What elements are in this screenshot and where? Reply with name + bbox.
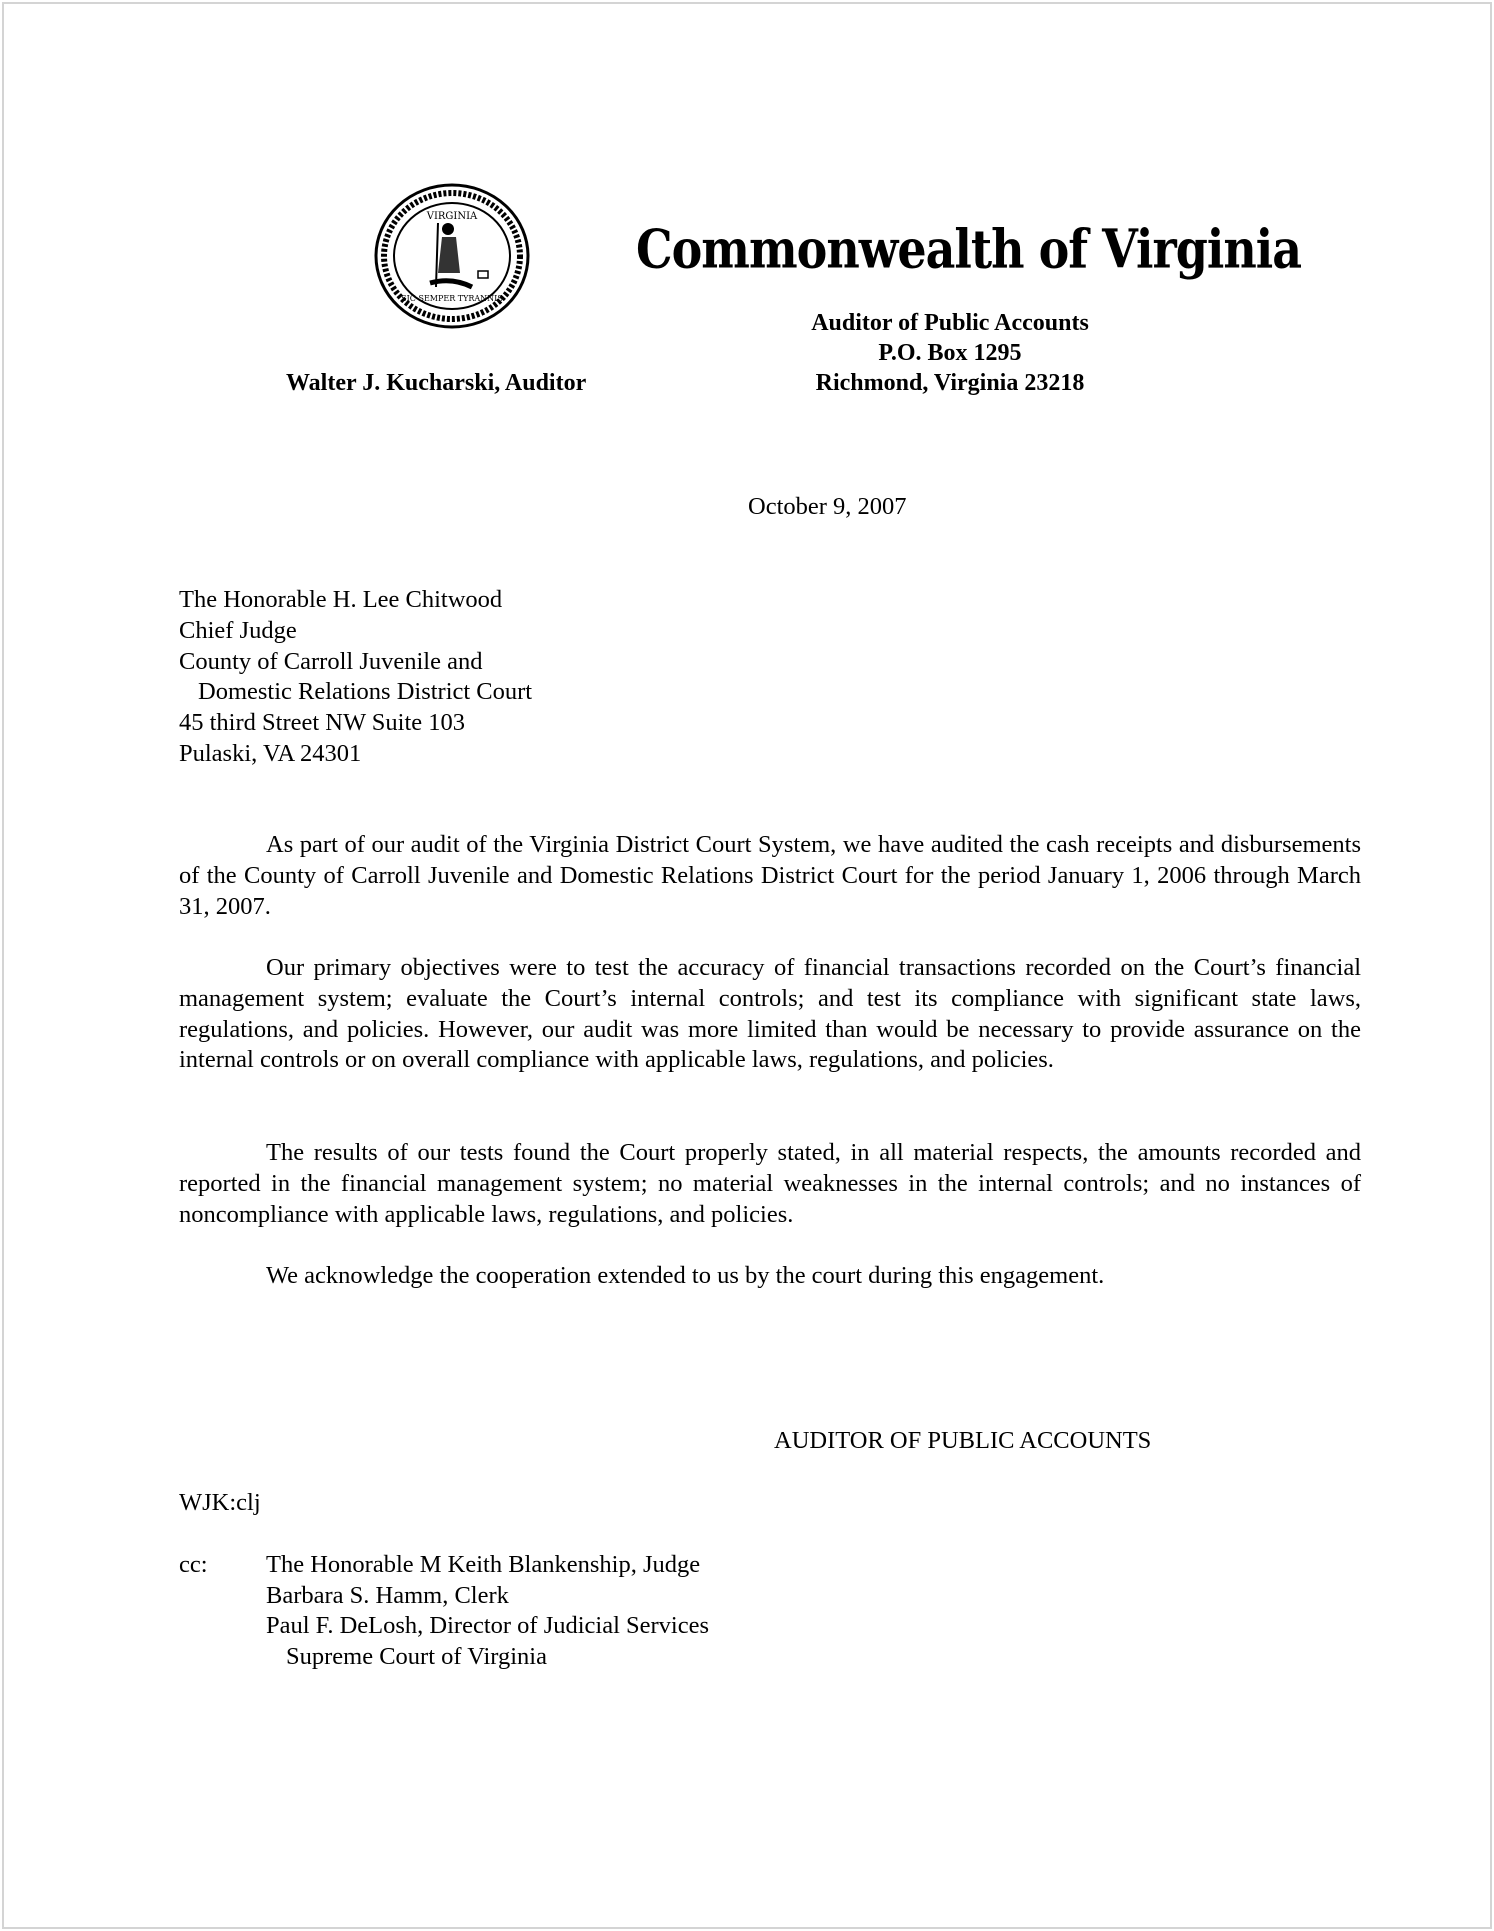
address-line: Pulaski, VA 24301 — [179, 740, 362, 767]
signature-block: AUDITOR OF PUBLIC ACCOUNTS — [774, 1427, 1152, 1454]
address-line: Domestic Relations District Court — [198, 678, 533, 705]
body-paragraph: The results of our tests found the Court properly stated, in all material respects, the amounts recorded and reported in the financial management system; no material weaknesses in the internal controls; and no instances of noncompliance with applicable laws, regulations, and policies. — [179, 1139, 1361, 1228]
virginia-seal-logo — [374, 183, 530, 329]
address-line: Chief Judge — [179, 617, 297, 644]
cc-recipient: Paul F. DeLosh, Director of Judicial Services — [266, 1612, 710, 1639]
cc-label: cc: — [179, 1551, 208, 1578]
address-line: 45 third Street NW Suite 103 — [179, 709, 466, 736]
po-box: P.O. Box 1295 — [878, 340, 1022, 366]
initials: WJK:clj — [179, 1489, 261, 1516]
body-paragraph: We acknowledge the cooperation extended to us by the court during this engagement. — [266, 1262, 1105, 1289]
body-paragraph: As part of our audit of the Virginia District Court System, we have audited the cash receipts and disbursements of the County of Carroll Juvenile and Domestic Relations District Court for the period January 1, 2006 through March 31, 2007. — [179, 831, 1361, 920]
address-line: County of Carroll Juvenile and — [179, 648, 483, 675]
auditor-name: Walter J. Kucharski, Auditor — [286, 370, 587, 396]
letterhead-title: Commonwealth of Virginia — [636, 217, 1302, 281]
letter-date: October 9, 2007 — [748, 493, 907, 520]
cc-recipient: Supreme Court of Virginia — [286, 1643, 547, 1670]
cc-recipient: Barbara S. Hamm, Clerk — [266, 1582, 509, 1609]
cc-recipient: The Honorable M Keith Blankenship, Judge — [266, 1551, 701, 1578]
svg-text:SIC SEMPER TYRANNIS: SIC SEMPER TYRANNIS — [401, 294, 503, 303]
body-paragraph: Our primary objectives were to test the accuracy of financial transactions recorded on the Court’s financial management system; evaluate the Court’s internal controls; and test its compliance with significant state laws, regulations, and policies. However, our audit was more limited than would be necessary to provide assurance on the internal controls or on overall compliance with applicable laws, regulations, and policies. — [179, 954, 1361, 1074]
city-address: Richmond, Virginia 23218 — [815, 370, 1085, 396]
office-name: Auditor of Public Accounts — [811, 310, 1089, 336]
svg-text:VIRGINIA: VIRGINIA — [426, 211, 478, 222]
address-line: The Honorable H. Lee Chitwood — [179, 586, 503, 613]
